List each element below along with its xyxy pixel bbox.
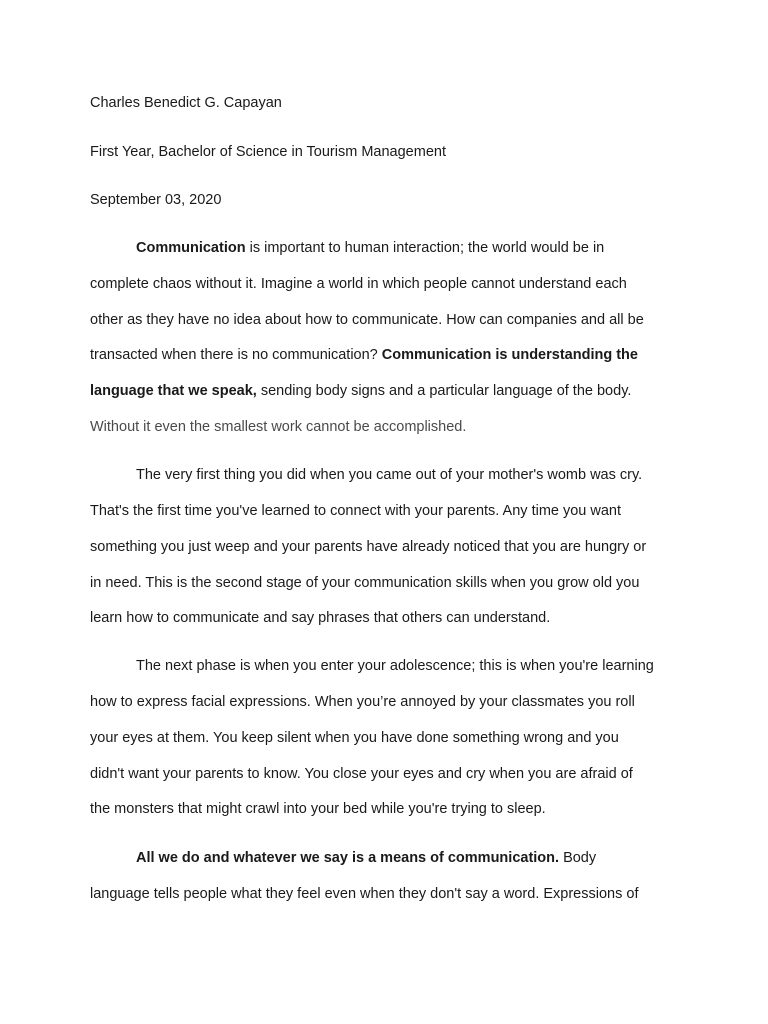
bold-text: Communication is understanding the [381,347,638,363]
date-line: September 03, 2020 [90,192,222,208]
course-line: First Year, Bachelor of Science in Tourism Management [90,144,446,160]
body-text: is important to human interaction; the world would be in [245,240,605,256]
paragraph-line: learn how to communicate and say phrases that others can understand. [90,610,551,626]
paragraph-line [136,849,596,867]
paragraph-line: That's the first time you've learned to connect with your parents. Any time you want [90,503,622,519]
paragraph-line [90,382,631,400]
paragraph-line: your eyes at them. You keep silent when you have done something wrong and you [90,730,619,746]
body-text: transacted when there is no communication? [90,347,382,363]
bold-text: Communication [136,240,246,256]
bold-text: language that we speak, [90,383,257,399]
paragraph-line: Without it even the smallest work cannot be accomplished. [90,419,467,435]
paragraph-line: complete chaos without it. Imagine a world in which people cannot understand each [90,276,627,292]
body-text: sending body signs and a particular language of the body. [256,383,632,399]
paragraph-line [90,346,638,364]
paragraph-line [136,239,604,257]
paragraph-line: didn't want your parents to know. You close your eyes and cry when you are afraid of [90,766,633,782]
paragraph-line: how to express facial expressions. When you’re annoyed by your classmates you roll [90,694,635,710]
author-name: Charles Benedict G. Capayan [90,95,282,111]
paragraph-line: The next phase is when you enter your adolescence; this is when you're learning [136,658,654,674]
paragraph-line: in need. This is the second stage of your communication skills when you grow old you [90,575,640,591]
paragraph-line: something you just weep and your parents have already noticed that you are hungry or [90,539,647,555]
paragraph-line: the monsters that might crawl into your bed while you're trying to sleep. [90,801,546,817]
bold-text: All we do and whatever we say is a means of communication. [136,850,560,866]
paragraph-line: language tells people what they feel even when they don't say a word. Expressions of [90,886,639,902]
body-text: Body [559,850,597,866]
paragraph-line: other as they have no idea about how to communicate. How can companies and all be [90,312,644,328]
paragraph-line: The very first thing you did when you came out of your mother's womb was cry. [136,467,643,483]
